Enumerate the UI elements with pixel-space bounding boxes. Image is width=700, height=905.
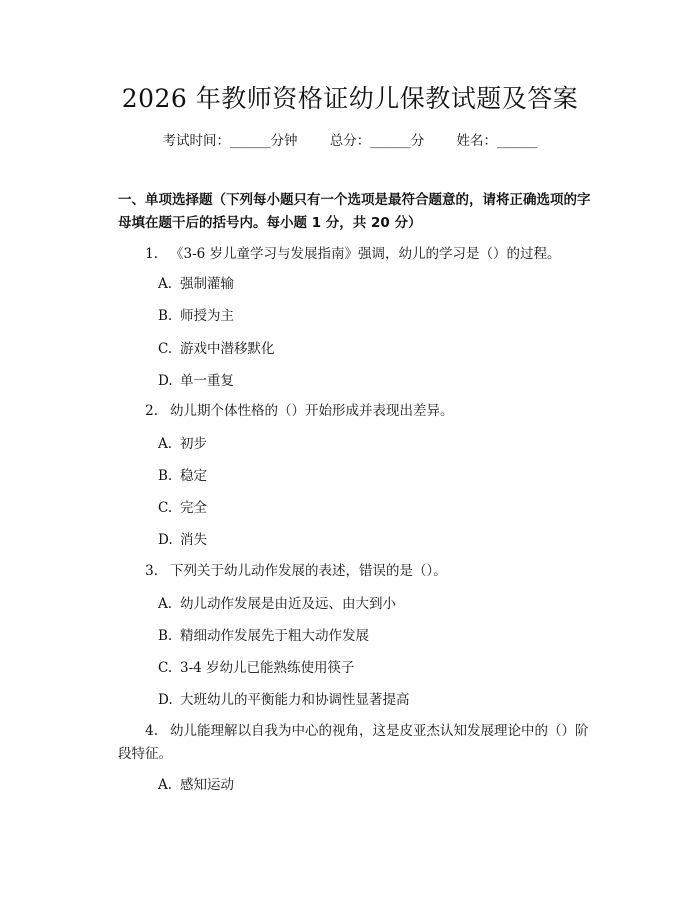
question-4 (118, 720, 598, 766)
option-1a (158, 274, 234, 294)
question-text: 幼儿期个体性格的（）开始形成并表现出差异。 (170, 403, 454, 419)
option-letter: C. (158, 341, 173, 357)
option-letter: D. (158, 692, 173, 708)
option-3a (158, 594, 396, 614)
option-1d (158, 371, 234, 391)
exam-time-field: 考试时间：______分钟 (162, 133, 298, 149)
option-text: 师授为主 (180, 308, 234, 324)
page-title: 2026 年教师资格证幼儿保教试题及答案 (121, 84, 579, 113)
option-letter: A. (158, 777, 173, 793)
option-text: 稳定 (180, 468, 207, 484)
option-2c (158, 498, 207, 518)
option-letter: C. (158, 500, 173, 516)
option-text: 大班幼儿的平衡能力和协调性显著提高 (180, 692, 410, 708)
option-letter: B. (158, 308, 173, 324)
option-2b (158, 466, 207, 486)
option-text: 游戏中潜移默化 (180, 341, 275, 357)
option-text: 强制灌输 (180, 276, 234, 292)
option-3d (158, 690, 410, 710)
question-number: 2. (145, 403, 158, 419)
section-heading: 一、单项选择题（下列每小题只有一个选项是最符合题意的，请将正确选项的字母填在题干后的括号内。每小题 1 分，共 20 分） (118, 192, 591, 231)
option-1b (158, 306, 234, 326)
question-text: 下列关于幼儿动作发展的表述，错误的是（）。 (170, 563, 447, 579)
option-4a (158, 775, 234, 795)
option-letter: A. (158, 436, 173, 452)
question-number: 1. (145, 246, 158, 262)
option-letter: C. (158, 660, 173, 676)
option-3b (158, 626, 369, 646)
name-field: 姓名：______ (456, 133, 538, 149)
option-text: 初步 (180, 436, 207, 452)
option-letter: D. (158, 532, 173, 548)
question-2 (118, 400, 598, 423)
option-letter: B. (158, 468, 173, 484)
total-score-field: 总分：______分 (329, 133, 425, 149)
option-3c (158, 658, 355, 678)
option-text: 幼儿动作发展是由近及远、由大到小 (180, 596, 396, 612)
question-text: 幼儿能理解以自我为中心的视角，这是皮亚杰认知发展理论中的（）阶段特征。 (118, 723, 589, 762)
option-letter: A. (158, 276, 173, 292)
option-text: 感知运动 (180, 777, 234, 793)
option-text: 完全 (180, 500, 207, 516)
option-text: 消失 (180, 532, 207, 548)
option-letter: A. (158, 596, 173, 612)
option-letter: D. (158, 373, 173, 389)
question-number: 3. (145, 563, 158, 579)
option-1c (158, 339, 275, 359)
question-text: 《3-6 岁儿童学习与发展指南》强调，幼儿的学习是（）的过程。 (170, 246, 561, 262)
option-2d (158, 530, 207, 550)
option-text: 精细动作发展先于粗大动作发展 (180, 628, 369, 644)
option-letter: B. (158, 628, 173, 644)
question-1 (118, 243, 598, 266)
option-2a (158, 434, 207, 454)
exam-info (0, 131, 700, 151)
option-text: 单一重复 (180, 373, 234, 389)
question-3 (118, 560, 598, 583)
option-text: 3-4 岁幼儿已能熟练使用筷子 (180, 660, 355, 676)
question-number: 4. (145, 723, 158, 739)
